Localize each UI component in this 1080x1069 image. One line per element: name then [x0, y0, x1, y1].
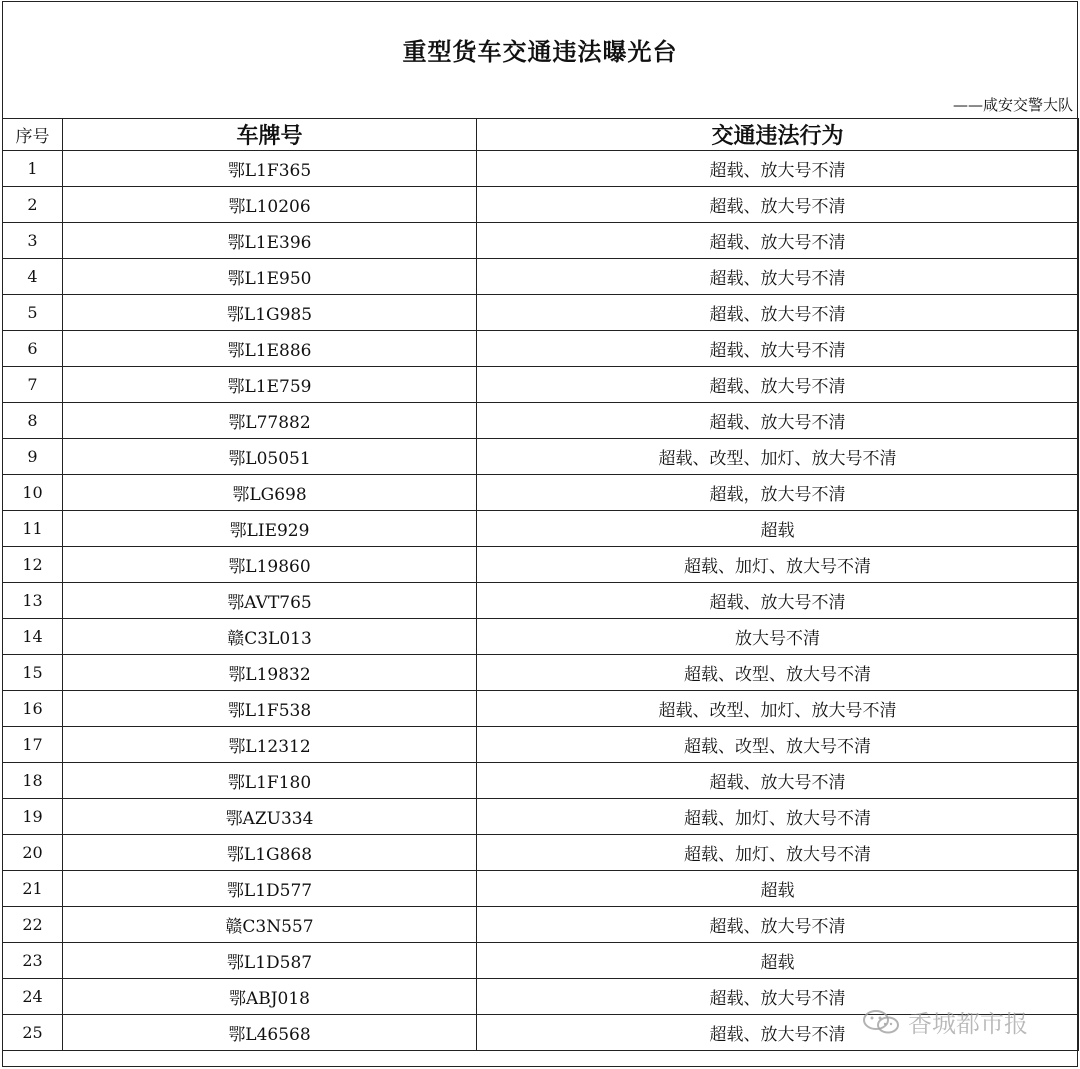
- plate-cell: 鄂L1G985: [63, 295, 477, 331]
- seq-cell: 16: [3, 691, 63, 727]
- violation-cell: 超载、放大号不清: [477, 187, 1079, 223]
- seq-cell: 20: [3, 835, 63, 871]
- violation-cell: 超载、放大号不清: [477, 331, 1079, 367]
- violation-cell: 超载、改型、放大号不清: [477, 727, 1079, 763]
- table-row: [3, 691, 1079, 727]
- violation-cell: 放大号不清: [477, 619, 1079, 655]
- violations-table: [2, 118, 1079, 1051]
- seq-cell: 23: [3, 943, 63, 979]
- table-row: [3, 223, 1079, 259]
- violation-cell: 超载、加灯、放大号不清: [477, 799, 1079, 835]
- plate-cell: 鄂L10206: [63, 187, 477, 223]
- plate-cell: 鄂L46568: [63, 1015, 477, 1051]
- table-row: [3, 871, 1079, 907]
- plate-cell: 鄂LIE929: [63, 511, 477, 547]
- table-row: [3, 619, 1079, 655]
- table-row: [3, 367, 1079, 403]
- seq-cell: 11: [3, 511, 63, 547]
- violation-cell: 超载、改型、加灯、放大号不清: [477, 691, 1079, 727]
- violation-cell: 超载、放大号不清: [477, 223, 1079, 259]
- violation-cell: 超载，放大号不清: [477, 475, 1079, 511]
- plate-cell: 鄂L19860: [63, 547, 477, 583]
- violation-cell: 超载: [477, 871, 1079, 907]
- plate-cell: 鄂L19832: [63, 655, 477, 691]
- table-row: [3, 547, 1079, 583]
- wechat-icon: [862, 1008, 902, 1036]
- plate-cell: 鄂L1D577: [63, 871, 477, 907]
- violation-cell: 超载、放大号不清: [477, 1015, 1079, 1051]
- plate-cell: 鄂L1E759: [63, 367, 477, 403]
- table-row: [3, 403, 1079, 439]
- table-row: [3, 511, 1079, 547]
- table-row: [3, 439, 1079, 475]
- table-row: [3, 727, 1079, 763]
- seq-cell: 3: [3, 223, 63, 259]
- table-row: [3, 763, 1079, 799]
- table-row: [3, 835, 1079, 871]
- violation-cell: 超载: [477, 511, 1079, 547]
- plate-cell: 鄂L1D587: [63, 943, 477, 979]
- plate-cell: 鄂L77882: [63, 403, 477, 439]
- header-violation: 交通违法行为: [477, 119, 1079, 151]
- violation-cell: 超载、放大号不清: [477, 979, 1079, 1015]
- seq-cell: 18: [3, 763, 63, 799]
- table-row: [3, 187, 1079, 223]
- violation-cell: 超载、改型、放大号不清: [477, 655, 1079, 691]
- seq-cell: 21: [3, 871, 63, 907]
- header-seq: 序号: [3, 119, 63, 151]
- plate-cell: 鄂L1G868: [63, 835, 477, 871]
- plate-cell: 鄂AZU334: [63, 799, 477, 835]
- table-row: [3, 331, 1079, 367]
- seq-cell: 1: [3, 151, 63, 187]
- seq-cell: 9: [3, 439, 63, 475]
- plate-cell: 鄂LG698: [63, 475, 477, 511]
- watermark: [862, 1004, 1028, 1039]
- seq-cell: 13: [3, 583, 63, 619]
- table-row: [3, 943, 1079, 979]
- plate-cell: 鄂L1F180: [63, 763, 477, 799]
- table-row: [3, 259, 1079, 295]
- plate-cell: 鄂L1F538: [63, 691, 477, 727]
- plate-cell: 鄂ABJ018: [63, 979, 477, 1015]
- page-title: 重型货车交通违法曝光台: [402, 37, 678, 66]
- table-row: [3, 295, 1079, 331]
- seq-cell: 15: [3, 655, 63, 691]
- violation-cell: 超载、加灯、放大号不清: [477, 835, 1079, 871]
- table-row: [3, 151, 1079, 187]
- attribution: ——咸安交警大队: [952, 96, 1073, 114]
- plate-cell: 鄂L1E950: [63, 259, 477, 295]
- plate-cell: 鄂L05051: [63, 439, 477, 475]
- table-row: [3, 583, 1079, 619]
- violation-cell: 超载、放大号不清: [477, 295, 1079, 331]
- seq-cell: 24: [3, 979, 63, 1015]
- table-row: [3, 475, 1079, 511]
- table-row: [3, 655, 1079, 691]
- seq-cell: 14: [3, 619, 63, 655]
- plate-cell: 鄂AVT765: [63, 583, 477, 619]
- seq-cell: 2: [3, 187, 63, 223]
- seq-cell: 10: [3, 475, 63, 511]
- plate-cell: 鄂L1F365: [63, 151, 477, 187]
- violation-cell: 超载: [477, 943, 1079, 979]
- plate-cell: 鄂L1E396: [63, 223, 477, 259]
- watermark-text: 香城都市报: [908, 1010, 1028, 1038]
- violation-cell: 超载、放大号不清: [477, 151, 1079, 187]
- violation-cell: 超载、放大号不清: [477, 403, 1079, 439]
- seq-cell: 6: [3, 331, 63, 367]
- table-row: [3, 907, 1079, 943]
- header-plate: 车牌号: [63, 119, 477, 151]
- seq-cell: 4: [3, 259, 63, 295]
- plate-cell: 赣C3L013: [63, 619, 477, 655]
- seq-cell: 22: [3, 907, 63, 943]
- violation-cell: 超载、放大号不清: [477, 907, 1079, 943]
- seq-cell: 12: [3, 547, 63, 583]
- seq-cell: 8: [3, 403, 63, 439]
- table-row: [3, 799, 1079, 835]
- seq-cell: 5: [3, 295, 63, 331]
- violation-cell: 超载、放大号不清: [477, 259, 1079, 295]
- seq-cell: 19: [3, 799, 63, 835]
- plate-cell: 赣C3N557: [63, 907, 477, 943]
- seq-cell: 25: [3, 1015, 63, 1051]
- seq-cell: 17: [3, 727, 63, 763]
- violation-cell: 超载、放大号不清: [477, 367, 1079, 403]
- violation-cell: 超载、放大号不清: [477, 583, 1079, 619]
- violation-cell: 超载、放大号不清: [477, 763, 1079, 799]
- plate-cell: 鄂L1E886: [63, 331, 477, 367]
- violation-cell: 超载、改型、加灯、放大号不清: [477, 439, 1079, 475]
- violation-cell: 超载、加灯、放大号不清: [477, 547, 1079, 583]
- seq-cell: 7: [3, 367, 63, 403]
- table-header-row: [3, 119, 1079, 151]
- plate-cell: 鄂L12312: [63, 727, 477, 763]
